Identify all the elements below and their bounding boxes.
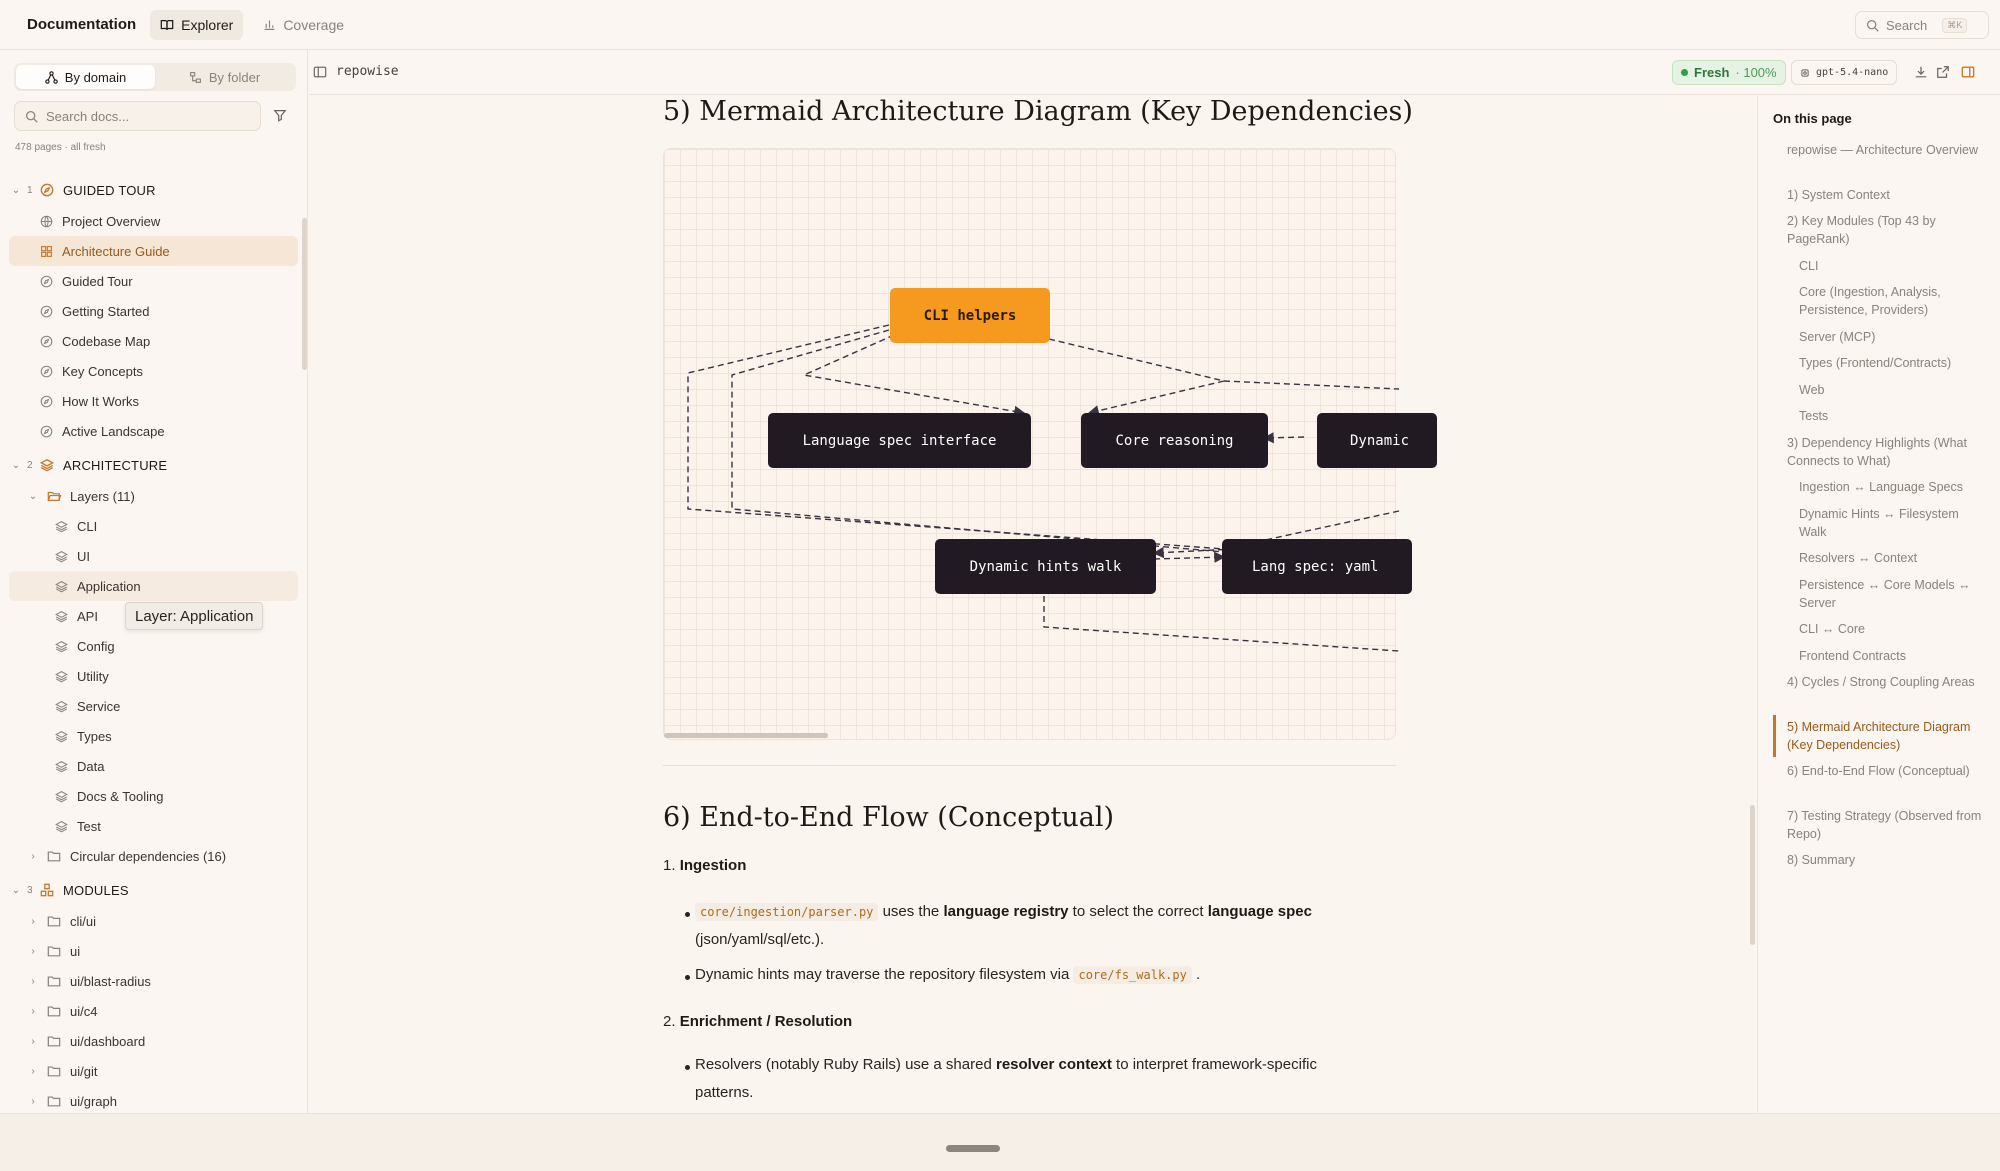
list-item-continuation: patterns. <box>695 1084 754 1101</box>
nav-project-overview[interactable] <box>9 206 298 236</box>
toc-item[interactable]: CLI <box>1799 258 1819 273</box>
chevron-down-icon[interactable]: ⌄ <box>28 490 38 502</box>
bar-chart-icon <box>263 18 276 31</box>
by-folder-button[interactable] <box>155 65 294 89</box>
bullet-dot <box>685 975 690 980</box>
nav-tree <box>0 174 308 1116</box>
step-2 <box>663 1008 852 1036</box>
by-domain-label: By domain <box>64 69 127 85</box>
layer-item[interactable] <box>9 541 298 571</box>
folder-tree-icon <box>189 71 202 84</box>
pages-meta: 478 pages · all fresh <box>15 142 106 153</box>
toc-item[interactable]: Web <box>1799 382 1825 397</box>
module-item[interactable] <box>9 996 298 1026</box>
toc-item[interactable]: Dynamic Hints ↔ Filesystem Walk <box>1799 506 1959 539</box>
table-of-contents <box>1757 96 2000 1113</box>
nav-label: Active Landscape <box>62 423 165 439</box>
by-folder-label: By folder <box>208 69 261 85</box>
mermaid-diagram[interactable] <box>663 148 1410 740</box>
module-item[interactable] <box>9 936 298 966</box>
chip-icon <box>1800 68 1810 78</box>
layer-item[interactable] <box>9 631 298 661</box>
layers-icon <box>39 457 55 473</box>
nav-codebase-map[interactable] <box>9 326 298 356</box>
module-label: ui/graph <box>70 1093 117 1109</box>
module-item[interactable] <box>9 1056 298 1086</box>
bottom-panel <box>0 1113 2000 1171</box>
layers-icon <box>53 698 69 714</box>
layers-icon <box>53 638 69 654</box>
external-link-icon <box>1936 65 1950 79</box>
module-item[interactable] <box>9 906 298 936</box>
list-item <box>695 961 1200 989</box>
strong-text: resolver context <box>995 1056 1112 1073</box>
toc-item[interactable]: Persistence ↔ Core Models ↔ Server <box>1799 577 1971 610</box>
panel-right-icon <box>1961 65 1975 79</box>
layer-item[interactable] <box>9 721 298 751</box>
layer-label: API <box>77 608 98 624</box>
view-toggle <box>14 63 296 91</box>
toc-item[interactable]: Ingestion ↔ Language Specs <box>1799 480 1964 494</box>
toc-item[interactable]: repowise — Architecture Overview <box>1787 143 1979 157</box>
layers-icon <box>53 518 69 534</box>
module-label: ui/git <box>70 1063 98 1079</box>
toc-item[interactable]: 3) Dependency Highlights (What Connects to What) <box>1787 435 1967 468</box>
sidebar-toggle-icon[interactable] <box>313 65 327 79</box>
layers-icon <box>53 728 69 744</box>
heading-diagram: 5) Mermaid Architecture Diagram (Key Dependencies) <box>663 96 1413 127</box>
compass-icon <box>38 333 54 349</box>
list-item <box>695 898 1395 926</box>
layer-label: Config <box>77 638 115 654</box>
layer-label: Types <box>77 728 112 744</box>
module-item[interactable] <box>9 1086 298 1116</box>
chevron-right-icon[interactable]: › <box>31 1095 35 1107</box>
toc-item[interactable]: Server (MCP) <box>1799 329 1876 344</box>
text: . <box>1196 966 1201 983</box>
layer-item[interactable] <box>9 811 298 841</box>
layer-item[interactable] <box>9 571 298 601</box>
chevron-right-icon[interactable]: › <box>31 850 35 862</box>
toc-item[interactable]: 8) Summary <box>1787 853 1856 867</box>
layers-icon <box>53 818 69 834</box>
step-number: 1. <box>663 857 676 874</box>
toc-item[interactable]: 6) End-to-End Flow (Conceptual) <box>1787 764 1970 778</box>
compass-icon <box>38 303 54 319</box>
layer-item[interactable] <box>9 751 298 781</box>
module-label: ui/c4 <box>70 1003 98 1019</box>
layer-label: Utility <box>77 668 109 684</box>
folder-open-icon <box>46 488 62 504</box>
step-title: Ingestion <box>679 857 747 874</box>
group-label: Circular dependencies (16) <box>70 848 227 864</box>
toc-item[interactable]: 1) System Context <box>1787 187 1890 202</box>
search-icon <box>1866 19 1879 32</box>
compass-icon <box>39 182 55 198</box>
toc-item[interactable]: 2) Key Modules (Top 43 by PageRank) <box>1787 214 1936 246</box>
toc-item[interactable]: Types (Frontend/Contracts) <box>1799 356 1952 370</box>
section-title: ARCHITECTURE <box>63 457 168 473</box>
sidebar-scrollbar[interactable] <box>302 218 307 370</box>
nav-label: Codebase Map <box>62 333 151 349</box>
step-1 <box>663 852 746 880</box>
toc-item[interactable]: CLI ↔ Core <box>1799 622 1865 636</box>
folder-icon <box>46 1063 62 1079</box>
heading-flow: 6) End-to-End Flow (Conceptual) <box>663 802 1115 833</box>
nav-label: Architecture Guide <box>62 243 170 259</box>
step-number: 2. <box>663 1013 676 1030</box>
nav-architecture-guide[interactable] <box>9 236 298 266</box>
docs-search <box>14 101 261 131</box>
search-icon <box>25 110 38 123</box>
section-title: GUIDED TOUR <box>63 182 156 198</box>
code-path: core/fs_walk.py <box>1073 966 1191 984</box>
layer-item[interactable] <box>9 781 298 811</box>
toc-item[interactable]: Resolvers ↔ Context <box>1799 551 1918 565</box>
by-domain-button[interactable] <box>16 65 155 89</box>
compass-icon <box>38 363 54 379</box>
layer-item[interactable] <box>9 511 298 541</box>
folder-icon <box>46 913 62 929</box>
code-path: core/ingestion/parser.py <box>695 903 878 921</box>
chevron-down-icon[interactable]: ⌄ <box>11 184 21 196</box>
open-external-button[interactable] <box>1935 64 1951 80</box>
chevron-right-icon[interactable]: › <box>31 945 35 957</box>
section-number: 2 <box>27 459 33 471</box>
section-number: 3 <box>27 884 33 896</box>
grid-icon <box>38 243 54 259</box>
layer-label: UI <box>77 548 90 564</box>
diagram-node-dynamic-hints[interactable]: Dynamic hints walk <box>935 539 1156 594</box>
tab-coverage-label: Coverage <box>283 16 345 33</box>
layer-label: Docs & Tooling <box>77 788 164 804</box>
content-scrollbar[interactable] <box>1750 805 1755 945</box>
list-item <box>695 1051 1395 1079</box>
section-modules[interactable] <box>9 874 298 906</box>
chevron-right-icon[interactable]: › <box>31 915 35 927</box>
text: uses the <box>882 903 940 920</box>
folder-icon <box>46 1093 62 1109</box>
folder-icon <box>46 1003 62 1019</box>
step-title: Enrichment / Resolution <box>679 1013 853 1030</box>
status-dot-icon <box>1681 69 1688 76</box>
global-search-label: Search <box>1886 17 1928 33</box>
text: Resolvers (notably Ruby Rails) use a shared <box>695 1056 992 1073</box>
layers-icon <box>53 578 69 594</box>
module-item[interactable] <box>9 966 298 996</box>
section-architecture[interactable] <box>9 449 298 481</box>
layers-icon <box>53 788 69 804</box>
text: to select the correct <box>1072 903 1204 920</box>
bullet-dot <box>685 912 690 917</box>
folder-icon <box>46 973 62 989</box>
diagram-node-lang-spec-yaml[interactable]: Lang spec: yaml <box>1222 539 1412 594</box>
strong-text: language registry <box>943 903 1069 920</box>
model-badge <box>1791 60 1897 85</box>
breadcrumb <box>313 64 399 79</box>
toc-item[interactable]: Frontend Contracts <box>1799 648 1906 663</box>
section-title: MODULES <box>63 882 129 898</box>
bullet-dot <box>685 1065 690 1070</box>
text: to interpret framework-specific <box>1116 1056 1317 1073</box>
group-layers[interactable] <box>9 481 298 511</box>
layer-label: CLI <box>77 518 98 534</box>
layer-label: Data <box>77 758 105 774</box>
toc-item[interactable]: 5) Mermaid Architecture Diagram (Key Dependencies) <box>1787 719 1971 752</box>
module-label: ui/dashboard <box>70 1033 146 1049</box>
resize-handle[interactable] <box>946 1145 1000 1152</box>
chevron-right-icon[interactable]: › <box>31 1065 35 1077</box>
globe-icon <box>38 213 54 229</box>
folder-icon <box>46 848 62 864</box>
content-toolbar <box>309 50 2000 95</box>
toc-item[interactable]: 7) Testing Strategy (Observed from Repo) <box>1787 808 1982 841</box>
layer-item[interactable] <box>9 661 298 691</box>
diagram-node-core-reasoning[interactable]: Core reasoning <box>1081 413 1268 468</box>
modules-icon <box>39 882 55 898</box>
nav-active-landscape[interactable] <box>9 416 298 446</box>
list-item-continuation: (json/yaml/sql/etc.). <box>695 931 825 948</box>
group-circular-dependencies[interactable] <box>9 841 298 871</box>
folder-icon <box>46 943 62 959</box>
layer-label: Application <box>77 578 141 594</box>
nav-guided-tour[interactable] <box>9 266 298 296</box>
layers-icon <box>53 668 69 684</box>
module-label: cli/ui <box>70 913 97 929</box>
model-name: gpt-5.4-nano <box>1816 67 1889 78</box>
toc-item[interactable]: 4) Cycles / Strong Coupling Areas <box>1787 675 1975 689</box>
fresh-label: Fresh <box>1694 65 1730 80</box>
chevron-right-icon[interactable]: › <box>31 975 35 987</box>
module-item[interactable] <box>9 1026 298 1056</box>
book-icon <box>160 18 174 32</box>
nav-getting-started[interactable] <box>9 296 298 326</box>
filter-button[interactable] <box>273 108 287 127</box>
section-number: 1 <box>27 184 33 196</box>
chevron-down-icon[interactable]: ⌄ <box>11 459 21 471</box>
fresh-percent: · 100% <box>1735 65 1777 80</box>
docs-search-input[interactable] <box>46 109 246 124</box>
nav-label: Getting Started <box>62 303 150 319</box>
layer-label: Service <box>77 698 121 714</box>
sidebar <box>0 50 308 1113</box>
chevron-down-icon[interactable]: ⌄ <box>11 884 21 896</box>
section-guided-tour[interactable] <box>9 174 298 206</box>
global-search-button[interactable] <box>1855 11 1989 39</box>
toggle-toc-button[interactable] <box>1960 64 1976 80</box>
nav-label: Key Concepts <box>62 363 143 379</box>
repo-name: repowise <box>336 64 399 79</box>
chevron-right-icon[interactable]: › <box>31 1035 35 1047</box>
toc-active-indicator <box>1773 715 1776 757</box>
fresh-badge <box>1672 60 1786 85</box>
compass-icon <box>38 423 54 439</box>
nav-how-it-works[interactable] <box>9 386 298 416</box>
diagram-scrollbar[interactable] <box>664 733 828 738</box>
network-icon <box>45 71 58 84</box>
folder-icon <box>46 1033 62 1049</box>
layer-label: Test <box>77 818 101 834</box>
layers-icon <box>53 608 69 624</box>
shortcut-badge: ⌘K <box>1942 18 1967 33</box>
toc-item[interactable]: Core (Ingestion, Analysis, Persistence, Providers) <box>1799 285 1941 317</box>
diagram-node-language-spec[interactable]: Language spec interface <box>768 413 1031 468</box>
layers-icon <box>53 758 69 774</box>
filter-icon <box>273 108 287 122</box>
layers-icon <box>53 548 69 564</box>
text: Dynamic hints may traverse the repository filesystem via <box>695 966 1070 983</box>
chevron-right-icon[interactable]: › <box>31 1005 35 1017</box>
tab-explorer-label: Explorer <box>181 16 234 33</box>
brand-title: Documentation <box>27 16 137 33</box>
diagram-node-dynamic[interactable]: Dynamic <box>1317 413 1437 468</box>
module-label: ui <box>70 943 81 959</box>
nav-label: Guided Tour <box>62 273 133 289</box>
download-icon <box>1914 65 1928 79</box>
tab-coverage[interactable] <box>253 10 354 40</box>
strong-text: language spec <box>1207 903 1312 920</box>
layer-item[interactable] <box>9 691 298 721</box>
toc-item[interactable]: Tests <box>1799 409 1829 423</box>
nav-label: How It Works <box>62 393 140 409</box>
toc-title: On this page <box>1773 111 1852 126</box>
tab-explorer[interactable] <box>150 10 243 40</box>
section-divider <box>663 765 1396 766</box>
compass-icon <box>38 273 54 289</box>
top-bar <box>0 0 2000 50</box>
compass-icon <box>38 393 54 409</box>
doc-content <box>309 96 1756 1113</box>
nav-key-concepts[interactable] <box>9 356 298 386</box>
module-label: ui/blast-radius <box>70 973 151 989</box>
nav-label: Project Overview <box>62 213 161 229</box>
layer-tooltip: Layer: Application <box>125 602 263 630</box>
diagram-node-cli-helpers[interactable]: CLI helpers <box>890 288 1050 343</box>
download-button[interactable] <box>1913 64 1929 80</box>
group-label: Layers (11) <box>70 488 135 504</box>
